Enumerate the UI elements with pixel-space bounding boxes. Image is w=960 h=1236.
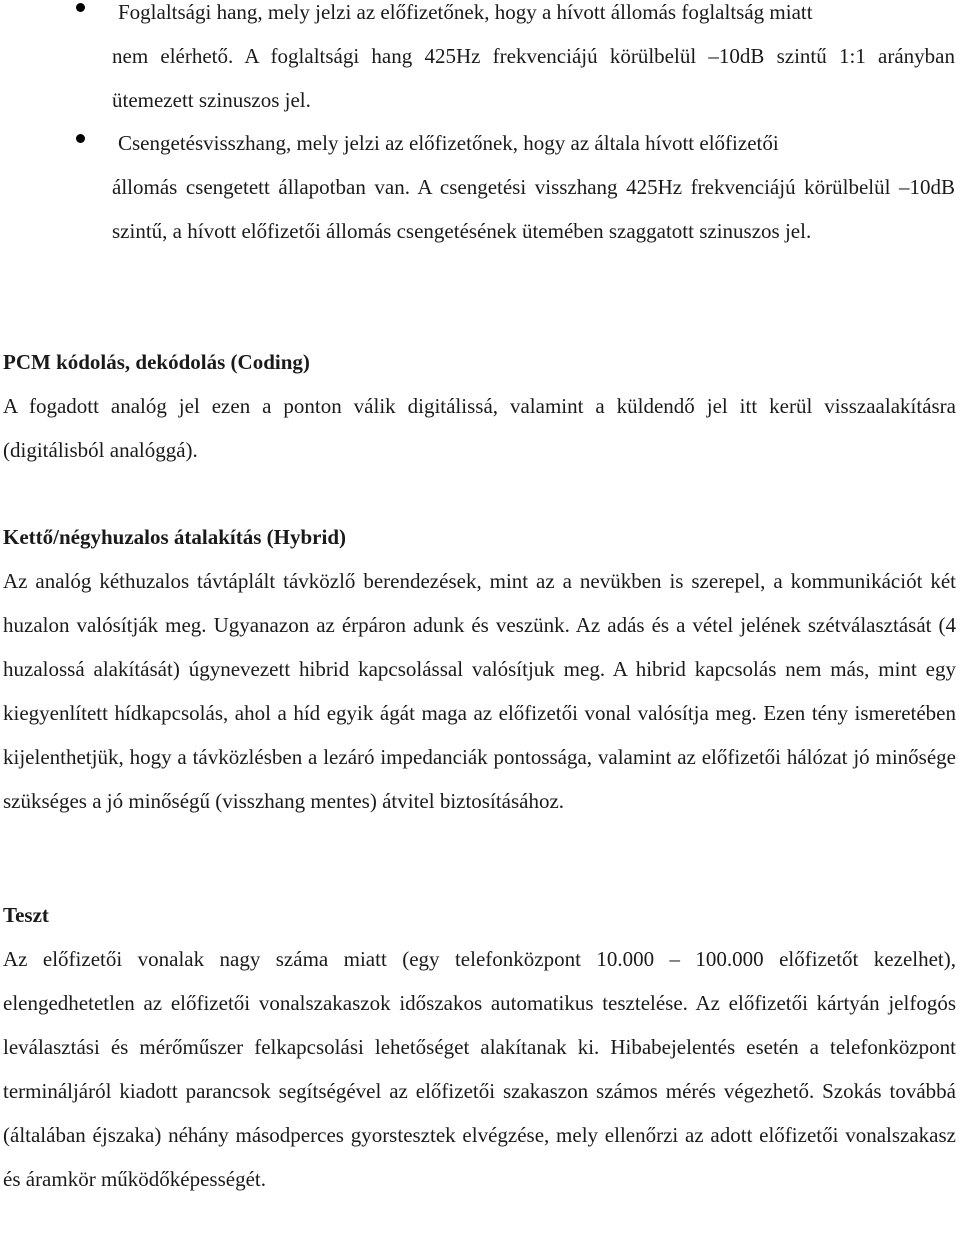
section-body: Az előfizetői vonalak nagy száma miatt (egy telefonközpont 10.000 – 100.000 előfizetőt kezelhet), elengedhetetlen az előfizetői vonalszakaszok időszakos automatikus tesztelése. Az előfizetői kártyán jelfogós leválasztási és mérőműszer felkapcsolási lehetőséget alakítanak ki. Hibabejelentés esetén a telefonközpont termináljáról kiadott parancsok segítségével az előfizetői szakaszon számos mérés végezhető. Szokás továbbá (általában éjszaka) néhány másodperces gyorstesztek elvégzése, mely ellenőrzi az adott előfizetői vonalszakasz és áramkör működőképességét. xyxy=(3,947,956,1191)
section-test xyxy=(3,893,956,1201)
bullet-continuation: állomás csengetett állapotban van. A csengetési visszhang 425Hz frekvenciájú körülbelül –10dB szintű, a hívott előfizetői állomás csengetésének ütemében szaggatott szinuszos jel. xyxy=(112,175,955,243)
section-body: A fogadott analóg jel ezen a ponton válik digitálissá, valamint a küldendő jel itt kerül visszaalakításra (digitálisból analóggá). xyxy=(3,394,956,462)
bullet-dot-icon xyxy=(76,3,85,12)
bullet-item-busy-tone xyxy=(0,0,955,122)
bullet-continuation: nem elérhető. A foglaltsági hang 425Hz frekvenciájú körülbelül –10dB szintű 1:1 arányban ütemezett szinuszos jel. xyxy=(112,44,955,112)
bullet-first-line: Csengetésvisszhang, mely jelzi az előfizetőnek, hogy az általa hívott előfizetői xyxy=(118,131,779,155)
section-pcm xyxy=(3,340,956,472)
bullet-first-line: Foglaltsági hang, mely jelzi az előfizetőnek, hogy a hívott állomás foglaltság miatt xyxy=(118,0,813,24)
bullet-dot-icon xyxy=(76,134,85,143)
section-heading: PCM kódolás, dekódolás (Coding) xyxy=(3,350,310,374)
section-heading: Teszt xyxy=(3,903,49,927)
section-hybrid xyxy=(3,515,956,823)
section-heading: Kettő/négyhuzalos átalakítás (Hybrid) xyxy=(3,525,347,549)
section-body: Az analóg kéthuzalos távtáplált távközlő berendezések, mint az a nevükben is szerepel, a kommunikációt két huzalon valósítják meg. Ugyanazon az érpáron adunk és veszünk. Az adás és a vétel jelének szétválasztását (4 huzalossá alakítását) úgynevezett hibrid kapcsolással valósítjuk meg. A hibrid kapcsolás nem más, mint egy kiegyenlített hídkapcsolás, ahol a híd egyik ágát maga az előfizetői vonal valósítja meg. Ezen tény ismeretében kijelenthetjük, hogy a távközlésben a lezáró impedanciák pontossága, valamint az előfizetői hálózat jó minősége szükséges a jó minőségű (visszhang mentes) átvitel biztosításához. xyxy=(3,569,956,813)
bullet-item-ringback-tone xyxy=(0,121,955,253)
